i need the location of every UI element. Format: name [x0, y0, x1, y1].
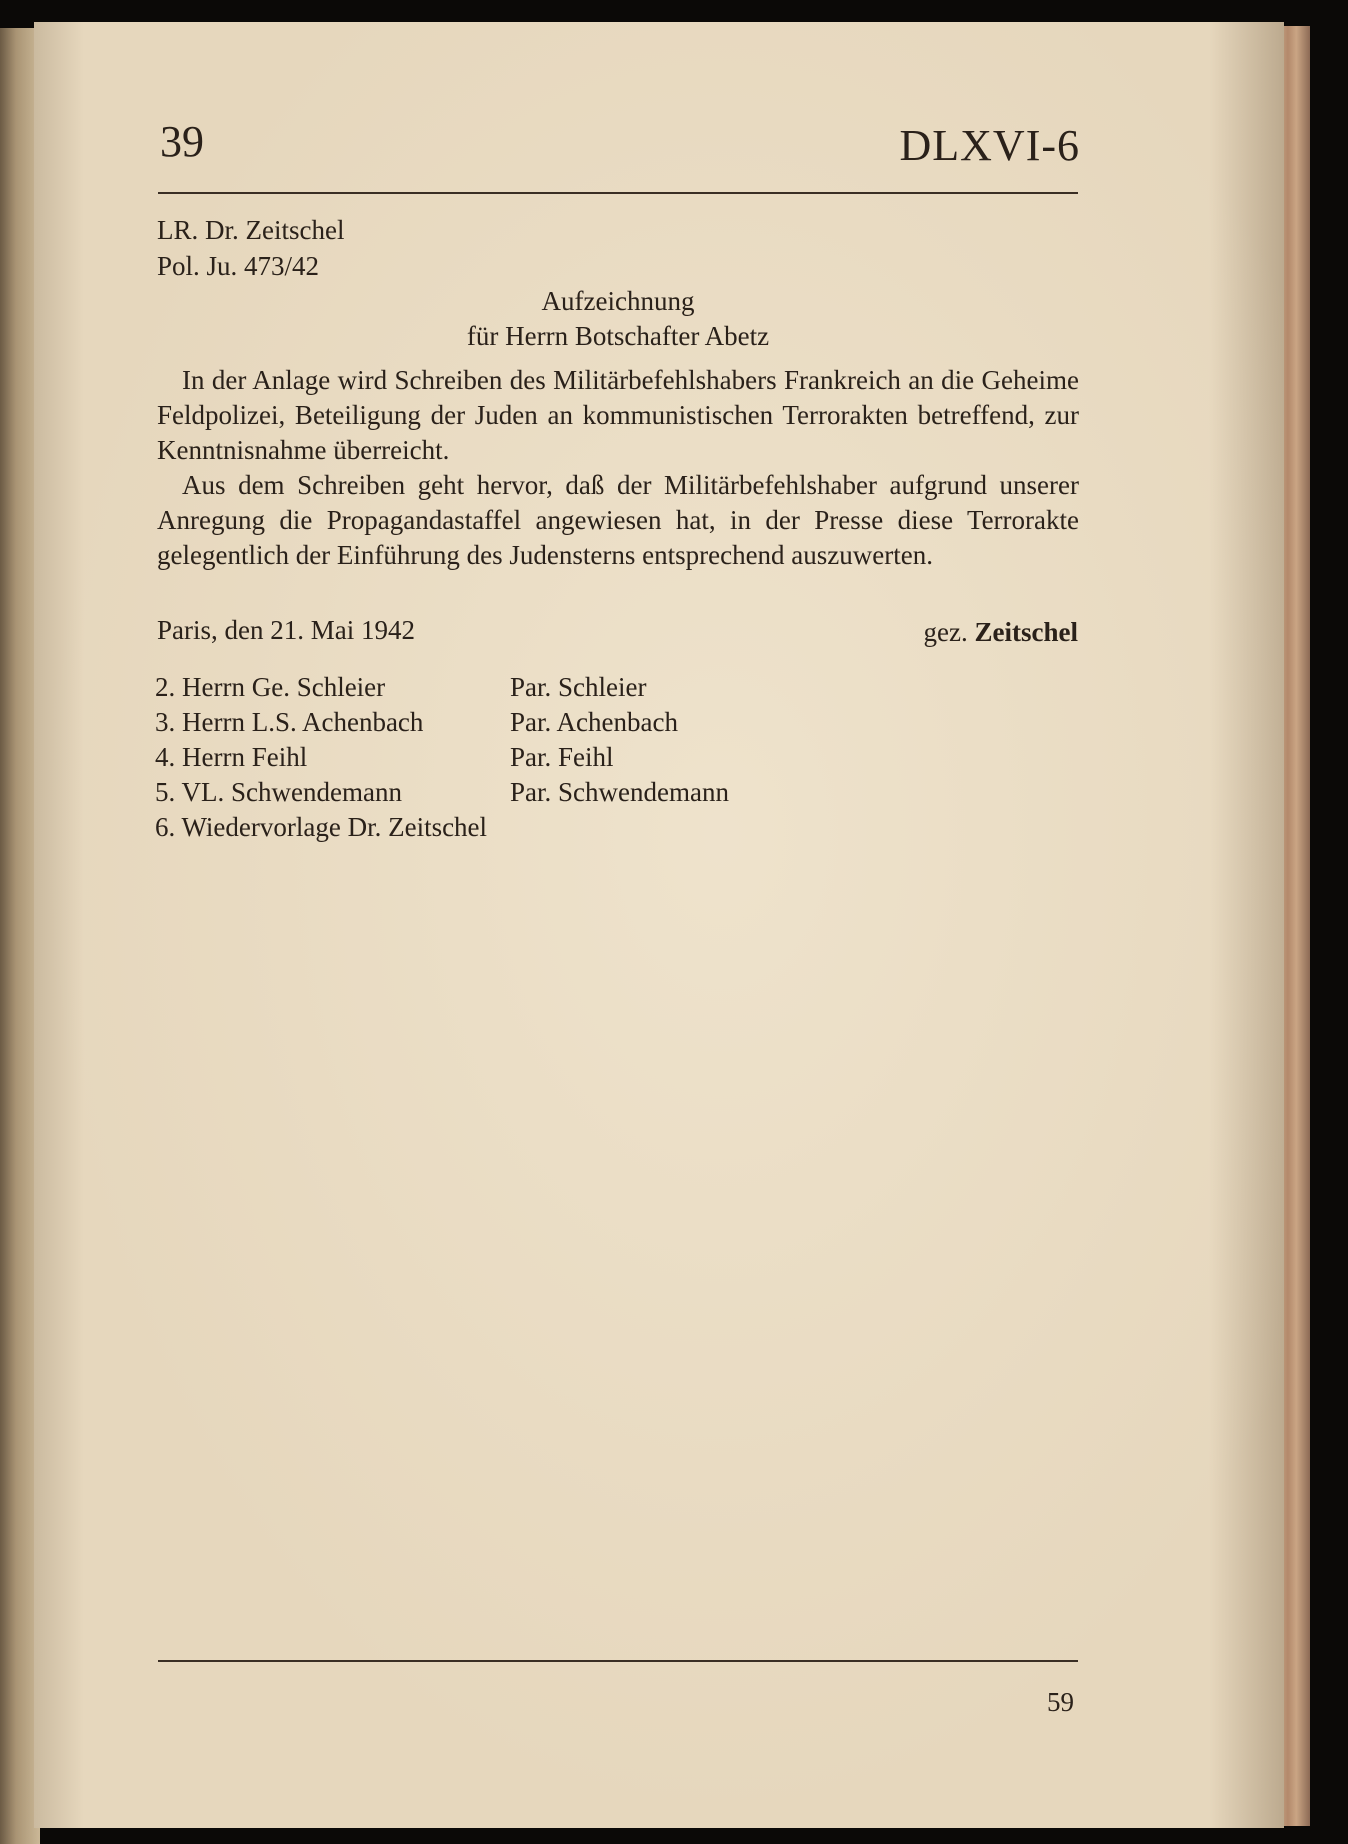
- initial-note: Par. Achenbach: [510, 707, 678, 737]
- signature-prefix: gez.: [923, 617, 968, 647]
- signature: [924, 614, 1078, 650]
- list-item: [155, 775, 729, 810]
- header-rule: [158, 192, 1078, 194]
- document-id: DLXVI-6: [899, 121, 1080, 170]
- footer-rule: [158, 1660, 1078, 1662]
- sender-name: LR. Dr. Zeitschel: [157, 215, 345, 245]
- recipient: 6. Wiedervorlage Dr. Zeitschel: [155, 812, 488, 842]
- page-number: 39: [160, 117, 204, 166]
- document-addressee: für Herrn Botschafter Abetz: [466, 321, 770, 351]
- book-page-number: 59: [1047, 1687, 1074, 1717]
- recipient: 3. Herrn L.S. Achenbach: [155, 707, 424, 737]
- list-item: [155, 740, 729, 775]
- document-title: Aufzeichnung: [541, 286, 695, 316]
- initial-note: Par. Feihl: [510, 742, 614, 772]
- signature-name: Zeitschel: [974, 617, 1078, 647]
- recipient: 4. Herrn Feihl: [155, 742, 308, 772]
- list-item: [155, 810, 729, 845]
- initial-note: [510, 810, 729, 845]
- paragraph-2: Aus dem Schreiben geht hervor, daß der Militärbefehlshaber aufgrund unserer Anregung die Propagandastaffel angewiesen hat, in der Presse diese Terrorakte gelegentlich der Einführung des Judensterns entsprechend auszuwerten.: [157, 470, 1079, 570]
- place-date: Paris, den 21. Mai 1942: [157, 615, 415, 645]
- paragraph-1: In der Anlage wird Schreiben des Militärbefehlshabers Frankreich an die Geheime Feldpolizei, Beteiligung der Juden an kommunistischen Terrorakten betreffend, zur Kenntnisnahme überreicht.: [157, 365, 1079, 465]
- recipient: 5. VL. Schwendemann: [155, 777, 402, 807]
- list-item: [155, 705, 729, 740]
- distribution-list: [155, 670, 729, 845]
- recipient: 2. Herrn Ge. Schleier: [155, 672, 386, 702]
- file-reference: Pol. Ju. 473/42: [157, 251, 320, 281]
- list-item: [155, 670, 729, 705]
- initial-note: Par. Schwendemann: [510, 777, 729, 807]
- initial-note: Par. Schleier: [510, 672, 647, 702]
